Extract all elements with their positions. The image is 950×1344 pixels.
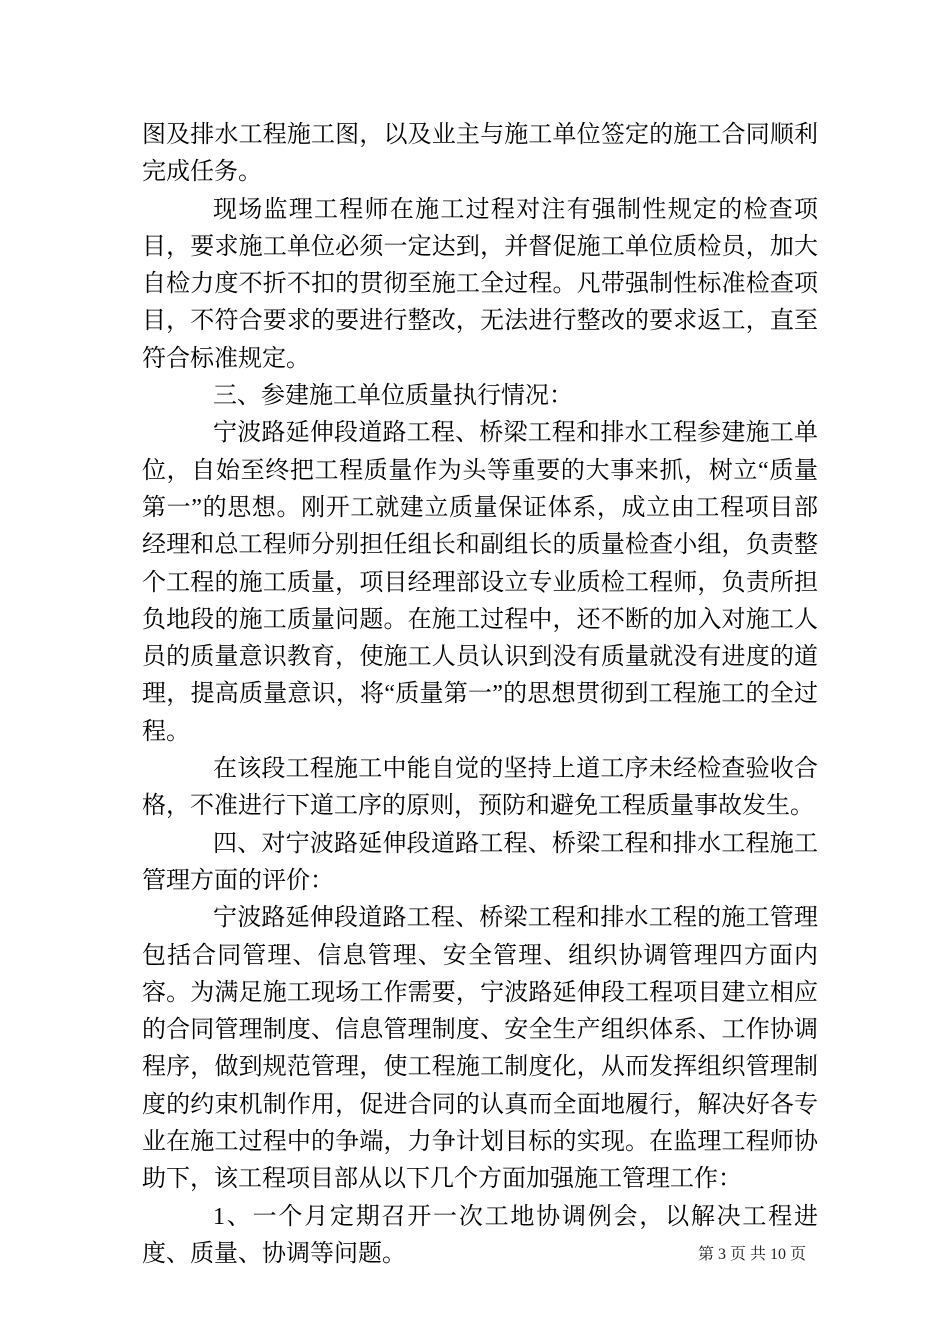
paragraph: 在该段工程施工中能自觉的坚持上道工序未经检查验收合格，不准进行下道工序的原则，预防和避免工程质量事故发生。 <box>142 756 818 820</box>
section-heading-3: 三、参建施工单位质量执行情况： <box>213 383 573 410</box>
paragraph: 现场监理工程师在施工过程对注有强制性规定的检查项目，要求施工单位必须一定达到，并督促施工单位质检员，加大自检力度不折不扣的贯彻至施工全过程。凡带强制性标准检查项目，不符合要求的要进行整改，无法进行整改的要求返工，直至符合标准规定。 <box>142 196 818 372</box>
section-heading-4: 四、对宁波路延伸段道路工程、桥梁工程和排水工程施工管理方面的评价： <box>142 830 818 894</box>
document-body <box>142 117 818 1273</box>
paragraph: 宁波路延伸段道路工程、桥梁工程和排水工程参建施工单位，自始至终把工程质量作为头等重要的大事来抓，树立“质量第一”的思想。刚开工就建立质量保证体系，成立由工程项目部经理和总工程师分别担任组长和副组长的质量检查小组，负责整个工程的施工质量，项目经理部设立专业质检工程师，负责所担负地段的施工质量问题。在施工过程中，还不断的加入对施工人员的质量意识教育，使施工人员认识到没有质量就没有进度的道理，提高质量意识，将“质量第一”的思想贯彻到工程施工的全过程。 <box>142 420 818 745</box>
paragraph-continuation: 图及排水工程施工图，以及业主与施工单位签定的施工合同顺利完成任务。 <box>142 122 818 186</box>
page-number: 第 3 页 共 10 页 <box>697 1246 806 1263</box>
list-item-1: 1、一个月定期召开一次工地协调例会，以解决工程进度、质量、协调等问题。 <box>142 1203 818 1267</box>
paragraph: 宁波路延伸段道路工程、桥梁工程和排水工程的施工管理包括合同管理、信息管理、安全管理、组织协调管理四方面内容。为满足施工现场工作需要，宁波路延伸段工程项目建立相应的合同管理制度、信息管理制度、安全生产组织体系、工作协调程序，做到规范管理，使工程施工制度化，从而发挥组织管理制度的约束机制作用，促进合同的认真而全面地履行，解决好各专业在施工过程中的争端，力争计划目标的实现。在监理工程师协助下，该工程项目部从以下几个方面加强施工管理工作： <box>142 905 818 1193</box>
